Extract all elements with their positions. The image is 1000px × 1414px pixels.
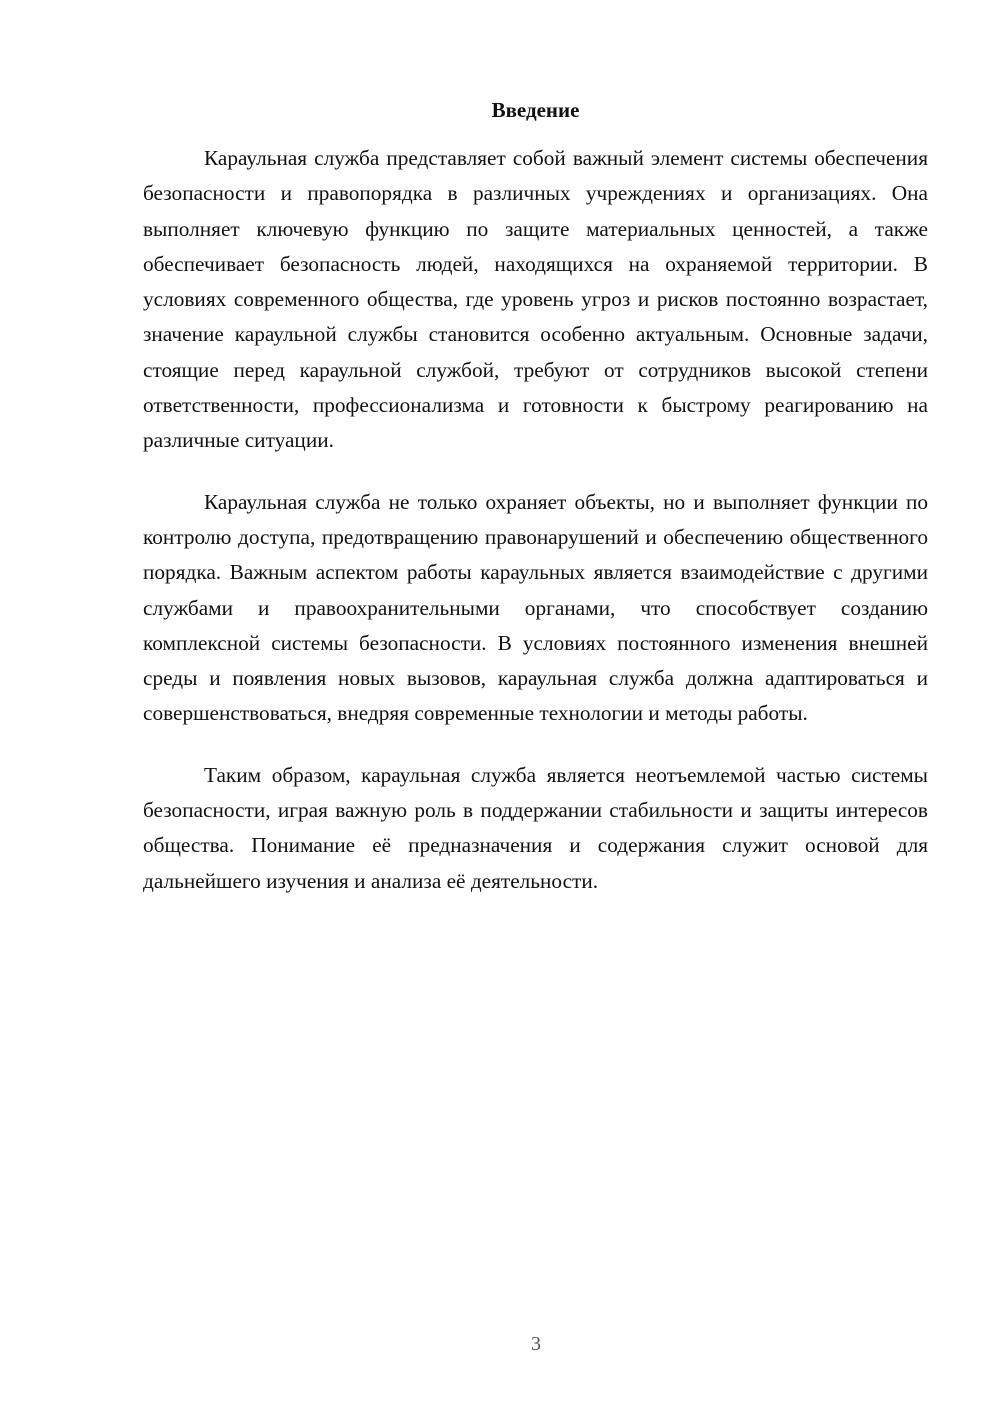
page-number: 3	[531, 1333, 541, 1355]
page-content	[143, 95, 928, 925]
paragraph-1: Караульная служба представляет собой важный элемент системы обеспечения безопасности и правопорядка в различных учреждениях и организациях. Она выполняет ключевую функцию по защите материальных ценностей, а также обеспечивает безопасность людей, находящихся на охраняемой территории. В условиях современного общества, где уровень угроз и рисков постоянно возрастает, значение караульной службы становится особенно актуальным. Основные задачи, стоящие перед караульной службой, требуют от сотрудников высокой степени ответственности, профессионализма и готовности к быстрому реагированию на различные ситуации.	[143, 146, 928, 453]
section-title: Введение	[491, 98, 580, 122]
paragraph-2: Караульная служба не только охраняет объекты, но и выполняет функции по контролю доступа, предотвращению правонарушений и обеспечению общественного порядка. Важным аспектом работы караульных является взаимодействие с другими службами и правоохранительными органами, что способствует созданию комплексной системы безопасности. В условиях постоянного изменения внешней среды и появления новых вызовов, караульная служба должна адаптироваться и совершенствоваться, внедряя современные технологии и методы работы.	[143, 489, 928, 726]
paragraph-3: Таким образом, караульная служба является неотъемлемой частью системы безопасности, играя важную роль в поддержании стабильности и защиты интересов общества. Понимание её предназначения и содержания служит основой для дальнейшего изучения и анализа её деятельности.	[143, 762, 928, 893]
